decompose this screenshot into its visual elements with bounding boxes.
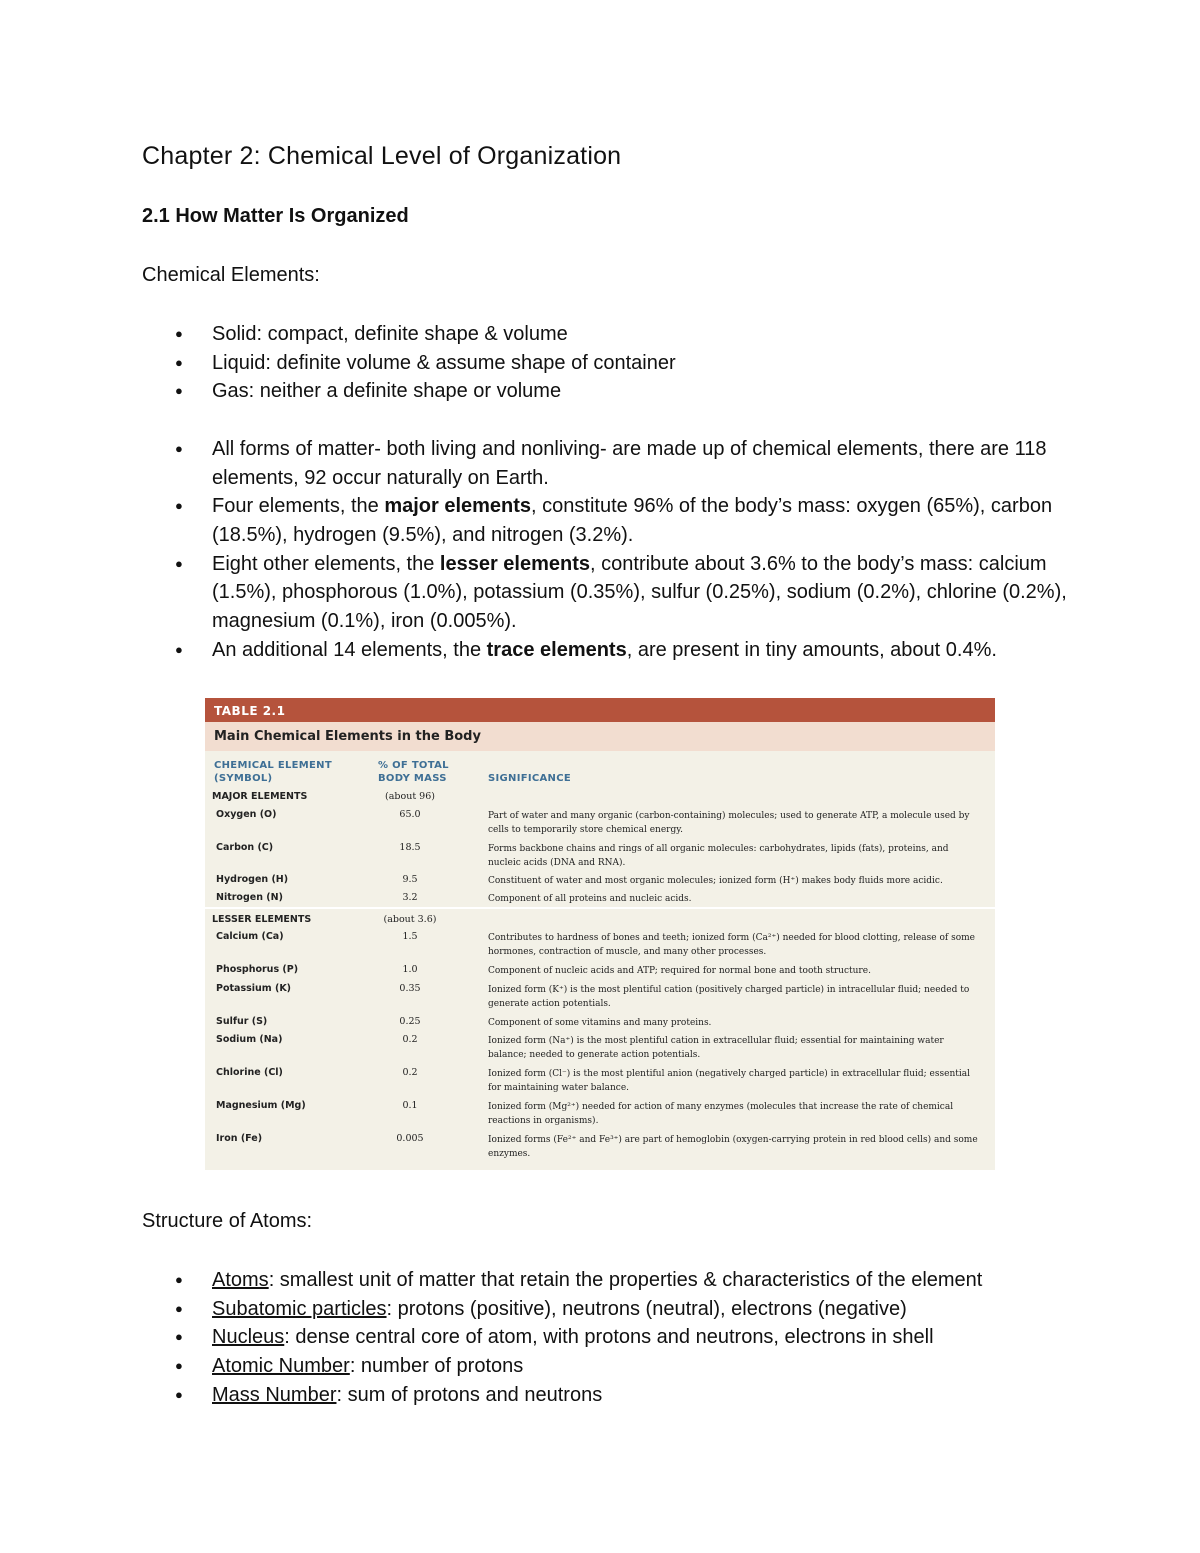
element-cell: Calcium (Ca) — [216, 931, 284, 942]
significance-cell: Contributes to hardness of bones and teeth; ionized form (Ca²⁺) needed for blood clotting, release of some hormones, contraction of muscle, and many other processes. — [488, 933, 975, 957]
definition: : sum of protons and neutrons — [336, 1383, 603, 1406]
list-item: ● Gas: neither a definite shape or volume — [142, 377, 1072, 406]
percent-cell: 0.1 — [402, 1100, 418, 1111]
significance-cell: Component of all proteins and nucleic acids. — [488, 894, 692, 904]
element-cell: LESSER ELEMENTS — [212, 914, 312, 925]
list-item — [142, 492, 1072, 549]
structure-heading: Structure of Atoms: — [142, 1210, 313, 1232]
element-cell: Sodium (Na) — [216, 1034, 283, 1045]
structure-list — [142, 1266, 1072, 1410]
list-item — [142, 1295, 1072, 1324]
list-item — [142, 1352, 1072, 1381]
element-cell: Chlorine (Cl) — [216, 1067, 283, 1078]
lesser-text-post: , contribute about 3.6% to the body’s mass: calcium (1.5%), phosphorous (1.0%), potassium (0.35%), sulfur (0.25%), sodium (0.2%), chlorine (0.2%), magnesium (0.1%), iron (0.005%). — [212, 552, 1067, 633]
percent-cell: 0.35 — [399, 983, 421, 994]
list-item: ● Liquid: definite volume & assume shape of container — [142, 349, 1072, 378]
chemical-elements-list — [142, 320, 1072, 664]
percent-cell: 3.2 — [402, 892, 418, 903]
chapter-title: Chapter 2: Chemical Level of Organization — [142, 142, 622, 170]
list-item — [142, 1266, 1072, 1295]
major-elements-term: major elements — [384, 495, 532, 518]
major-text-post: , constitute 96% of the body’s mass: oxygen (65%), carbon (18.5%), hydrogen (9.5%), and nitrogen (3.2%). — [212, 495, 1053, 546]
percent-cell: (about 3.6) — [383, 914, 437, 925]
percent-cell: 0.005 — [396, 1133, 424, 1144]
percent-cell: (about 96) — [385, 791, 435, 802]
list-item — [142, 550, 1072, 636]
chemical-elements-heading: Chemical Elements: — [142, 264, 320, 286]
table-title: Main Chemical Elements in the Body — [205, 722, 995, 751]
element-cell: Oxygen (O) — [216, 809, 277, 820]
list-item: ● All forms of matter- both living and nonliving- are made up of chemical elements, there are 118 elements, 92 occur naturally on Earth. — [142, 435, 1072, 492]
term: Mass Number — [212, 1383, 337, 1406]
list-item — [142, 1381, 1072, 1410]
lesser-text-pre: Eight other elements, the — [212, 552, 440, 575]
element-cell: Nitrogen (N) — [216, 892, 283, 903]
list-item — [142, 636, 1072, 665]
element-cell: Potassium (K) — [216, 983, 292, 994]
significance-cell: Part of water and many organic (carbon-containing) molecules; used to generate ATP, a molecule used by cells to temporarily store chemical energy. — [488, 811, 970, 835]
element-cell: Carbon (C) — [216, 842, 274, 853]
definition: : protons (positive), neutrons (neutral), electrons (negative) — [386, 1297, 907, 1320]
element-cell: Hydrogen (H) — [216, 874, 289, 885]
percent-cell: 1.5 — [402, 931, 418, 942]
column-header-pct: % OF TOTAL BODY MASS — [378, 760, 449, 784]
elements-table — [205, 698, 995, 1170]
percent-cell: 18.5 — [399, 842, 421, 853]
list-item: ● Solid: compact, definite shape & volume — [142, 320, 1072, 349]
trace-text-post: , are present in tiny amounts, about 0.4%. — [626, 638, 997, 661]
significance-cell: Forms backbone chains and rings of all organic molecules: carbohydrates, lipids (fats), proteins, and nucleic acids (DNA and RNA). — [488, 844, 949, 868]
trace-elements-term: trace elements — [486, 638, 627, 661]
significance-cell: Ionized form (K⁺) is the most plentiful cation (positively charged particle) in intracellular fluid; needed to generate action potentials. — [488, 985, 970, 1009]
term: Atoms — [212, 1269, 269, 1291]
element-cell: Iron (Fe) — [216, 1133, 263, 1144]
element-cell: MAJOR ELEMENTS — [212, 791, 308, 802]
element-cell: Magnesium (Mg) — [216, 1100, 306, 1111]
significance-cell: Component of some vitamins and many proteins. — [488, 1018, 712, 1028]
significance-cell: Ionized form (Mg²⁺) needed for action of many enzymes (molecules that increase the rate of chemical reactions in organisms). — [488, 1102, 954, 1126]
percent-cell: 9.5 — [402, 874, 418, 885]
list-item — [142, 1323, 1072, 1352]
term: Nucleus — [212, 1326, 285, 1349]
percent-cell: 65.0 — [399, 809, 421, 820]
definition: : smallest unit of matter that retain the properties & characteristics of the element — [268, 1269, 983, 1291]
term: Subatomic particles — [212, 1297, 387, 1320]
trace-text-pre: An additional 14 elements, the — [212, 638, 487, 661]
lesser-elements-term: lesser elements — [439, 552, 591, 575]
element-cell: Phosphorus (P) — [216, 964, 299, 975]
significance-cell: Ionized forms (Fe²⁺ and Fe³⁺) are part of hemoglobin (oxygen-carrying protein in red blood cells) and some enzymes. — [488, 1135, 978, 1159]
percent-cell: 1.0 — [402, 964, 418, 975]
column-header-significance: SIGNIFICANCE — [488, 773, 571, 784]
section-title: 2.1 How Matter Is Organized — [142, 205, 409, 227]
definition: : number of protons — [349, 1355, 524, 1378]
significance-cell: Component of nucleic acids and ATP; required for normal bone and tooth structure. — [488, 966, 871, 976]
significance-cell: Ionized form (Cl⁻) is the most plentiful anion (negatively charged particle) in extracellular fluid; essential for maintaining water balance. — [488, 1069, 970, 1093]
table-label: TABLE 2.1 — [205, 698, 995, 722]
table-divider — [205, 907, 995, 909]
percent-cell: 0.2 — [402, 1034, 418, 1045]
significance-cell: Ionized form (Na⁺) is the most plentiful cation in extracellular fluid; essential for maintaining water balance; needed to generate action potentials. — [488, 1036, 944, 1060]
element-cell: Sulfur (S) — [216, 1016, 268, 1027]
definition: : dense central core of atom, with protons and neutrons, electrons in shell — [284, 1326, 934, 1349]
percent-cell: 0.2 — [402, 1067, 418, 1078]
major-text-pre: Four elements, the — [212, 495, 385, 518]
column-header-element: CHEMICAL ELEMENT (SYMBOL) — [214, 760, 332, 784]
significance-cell: Constituent of water and most organic molecules; ionized form (H⁺) makes body fluids more acidic. — [488, 876, 943, 886]
term: Atomic Number — [212, 1355, 350, 1378]
table-header — [205, 751, 995, 791]
percent-cell: 0.25 — [399, 1016, 421, 1027]
